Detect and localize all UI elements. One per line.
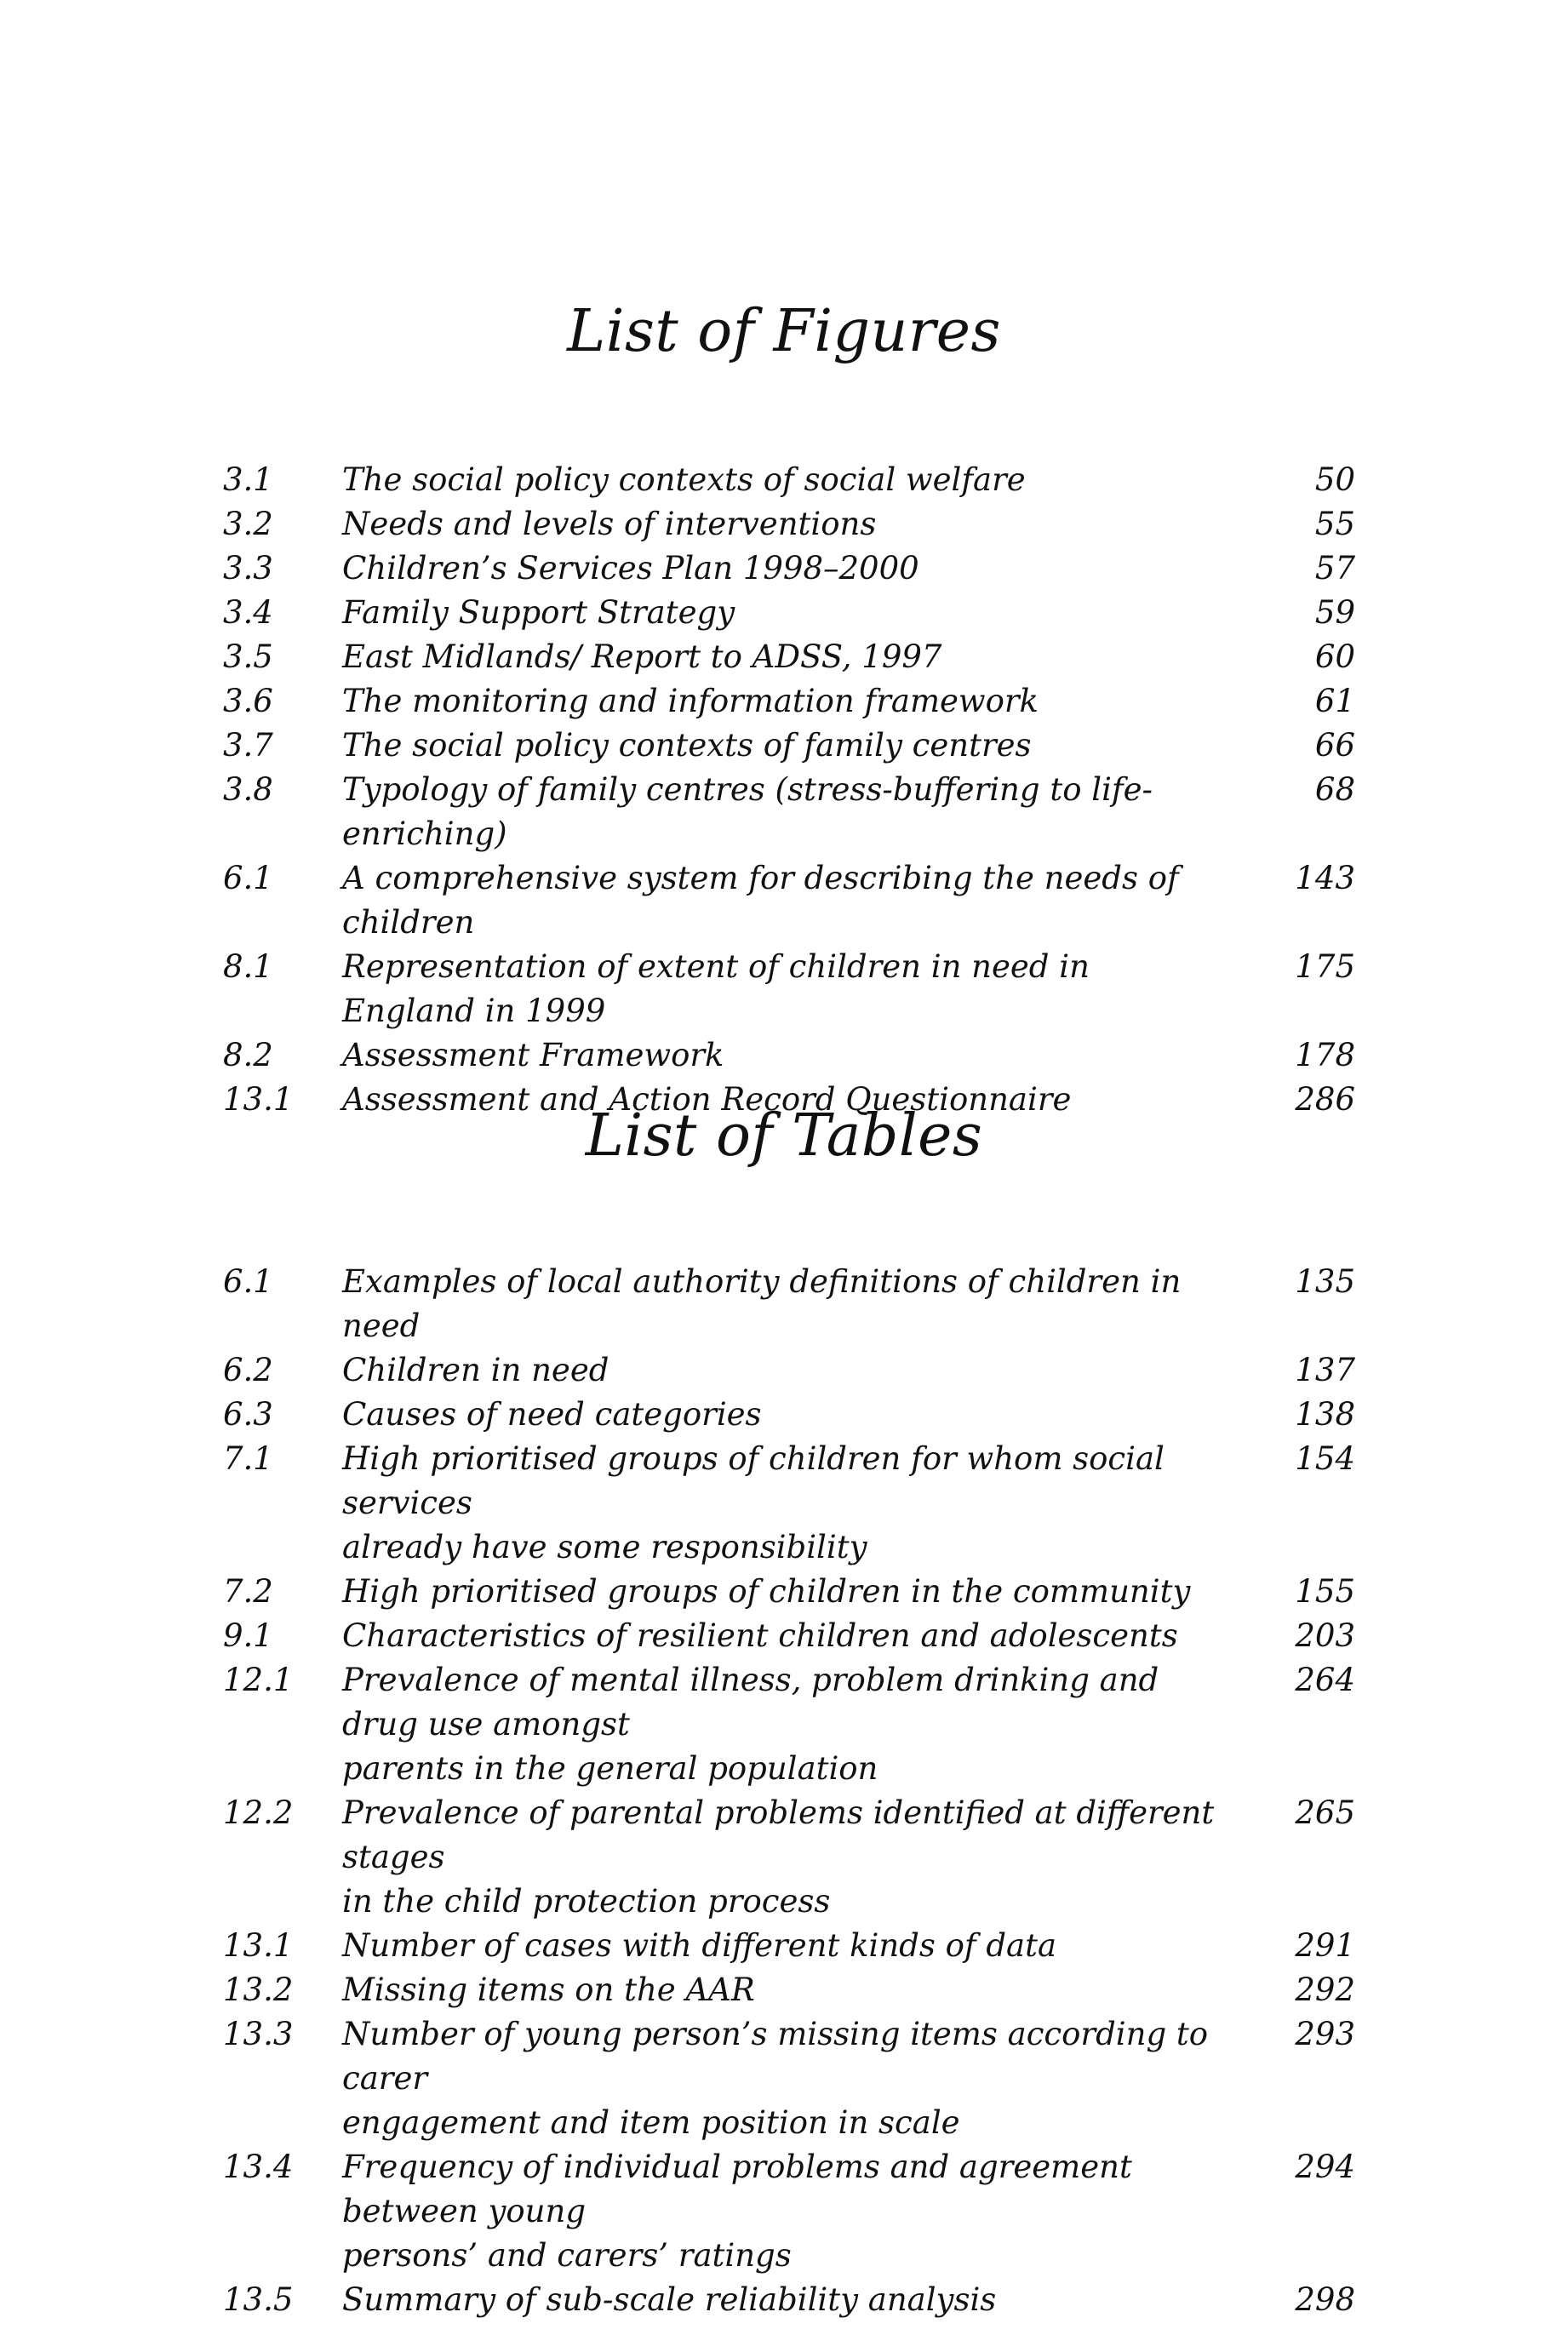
table-title: High prioritised groups of children for whom social services already have some responsibility [342,1440,1165,1565]
figure-entry [223,458,1355,502]
figure-entry [223,768,1355,856]
table-entry [223,1348,1355,1393]
table-title: Frequency of individual problems and agreement between young persons’ and carers’ ratings [342,2149,1132,2274]
figure-entry [223,724,1355,768]
figure-title: Children’s Services Plan 1998–2000 [342,550,919,587]
table-title: Prevalence of parental problems identified at different stages in the child protection process [342,1794,1215,1920]
figure-page: 61 [1314,683,1355,719]
table-entry [223,1658,1355,1791]
table-entry [223,1393,1355,1437]
table-title: Missing items on the AAR [342,1971,755,2008]
figure-page: 143 [1295,860,1355,896]
table-entry [223,1968,1355,2012]
figure-page: 66 [1314,727,1355,764]
table-page: 265 [1295,1794,1355,1831]
figure-title: East Midlands/ Report to ADSS, 1997 [342,638,942,675]
figure-entry [223,945,1355,1033]
table-title: Summary of sub-scale reliability analysis [342,2281,997,2318]
figure-page: 286 [1295,1081,1355,1118]
table-page: 137 [1295,1352,1355,1388]
table-entry [223,2278,1355,2322]
figure-number: 3.1 [223,461,273,498]
figure-title: A comprehensive system for describing the needs of children [342,860,1179,941]
figure-title: Assessment Framework [342,1037,724,1073]
table-entry [223,1570,1355,1614]
table-title: High prioritised groups of children in the community [342,1573,1191,1610]
figure-entry [223,1033,1355,1078]
table-entry [223,1437,1355,1570]
list-of-tables-heading: List of Tables [585,1102,983,1170]
table-page: 203 [1295,1617,1355,1654]
figure-page: 57 [1314,550,1355,587]
figure-page: 68 [1314,771,1355,808]
figure-number: 3.8 [223,771,273,808]
figure-number: 3.4 [223,594,273,631]
figure-entry [223,502,1355,547]
table-page: 154 [1295,1440,1355,1477]
figure-number: 3.6 [223,683,273,719]
figure-page: 50 [1314,461,1355,498]
table-number: 6.3 [223,1396,273,1433]
figure-title: Representation of extent of children in need in England in 1999 [342,948,1090,1029]
figure-entry [223,591,1355,635]
figures-list [223,458,1355,1122]
tables-list [223,1260,1355,2322]
table-number: 7.1 [223,1440,273,1477]
table-title: Prevalence of mental illness, problem drinking and drug use amongst parents in the general population [342,1662,1159,1787]
table-number: 6.1 [223,1263,273,1300]
figure-number: 13.1 [223,1081,294,1118]
table-number: 13.2 [223,1971,294,2008]
figure-title: Typology of family centres (stress-buffering to life-enriching) [342,771,1153,852]
figure-title: Assessment and Action Record Questionnaire [342,1081,1072,1118]
figure-number: 6.1 [223,860,273,896]
table-page: 294 [1295,2149,1355,2185]
figure-page: 60 [1314,638,1355,675]
table-entry [223,1924,1355,1968]
table-number: 7.2 [223,1573,273,1610]
figure-title: The social policy contexts of social welfare [342,461,1026,498]
table-number: 9.1 [223,1617,273,1654]
figure-number: 3.2 [223,506,273,542]
table-title: Examples of local authority definitions of children in need [342,1263,1182,1344]
figure-number: 3.5 [223,638,273,675]
figure-entry [223,679,1355,724]
figure-entry [223,856,1355,945]
table-number: 13.3 [223,2016,294,2052]
figure-title: The social policy contexts of family centres [342,727,1032,764]
table-page: 135 [1295,1263,1355,1300]
figure-page: 55 [1314,506,1355,542]
table-entry [223,1791,1355,1924]
table-page: 291 [1295,1927,1355,1964]
table-page: 292 [1295,1971,1355,2008]
table-number: 13.5 [223,2281,294,2318]
figure-title: Needs and levels of interventions [342,506,877,542]
table-entry [223,2012,1355,2145]
table-number: 12.1 [223,1662,294,1698]
table-title: Children in need [342,1352,609,1388]
table-page: 298 [1295,2281,1355,2318]
figure-number: 8.2 [223,1037,273,1073]
figure-page: 175 [1295,948,1355,985]
table-entry [223,1260,1355,1348]
table-page: 293 [1295,2016,1355,2052]
figure-page: 178 [1295,1037,1355,1073]
figure-title: The monitoring and information framework [342,683,1039,719]
figure-title: Family Support Strategy [342,594,735,631]
figure-entry [223,547,1355,591]
table-title: Number of cases with different kinds of data [342,1927,1057,1964]
table-number: 12.2 [223,1794,294,1831]
table-page: 155 [1295,1573,1355,1610]
figure-entry [223,635,1355,679]
table-entry [223,1614,1355,1658]
table-page: 264 [1295,1662,1355,1698]
table-title: Characteristics of resilient children and adolescents [342,1617,1178,1654]
figure-number: 3.3 [223,550,273,587]
table-title: Causes of need categories [342,1396,762,1433]
table-number: 13.4 [223,2149,294,2185]
figure-number: 3.7 [223,727,273,764]
table-entry [223,2145,1355,2278]
figure-number: 8.1 [223,948,273,985]
table-title: Number of young person’s missing items according to carer engagement and item position in scale [342,2016,1209,2141]
table-page: 138 [1295,1396,1355,1433]
table-number: 6.2 [223,1352,273,1388]
list-of-figures-heading: List of Figures [567,298,1001,365]
table-number: 13.1 [223,1927,294,1964]
figure-page: 59 [1314,594,1355,631]
